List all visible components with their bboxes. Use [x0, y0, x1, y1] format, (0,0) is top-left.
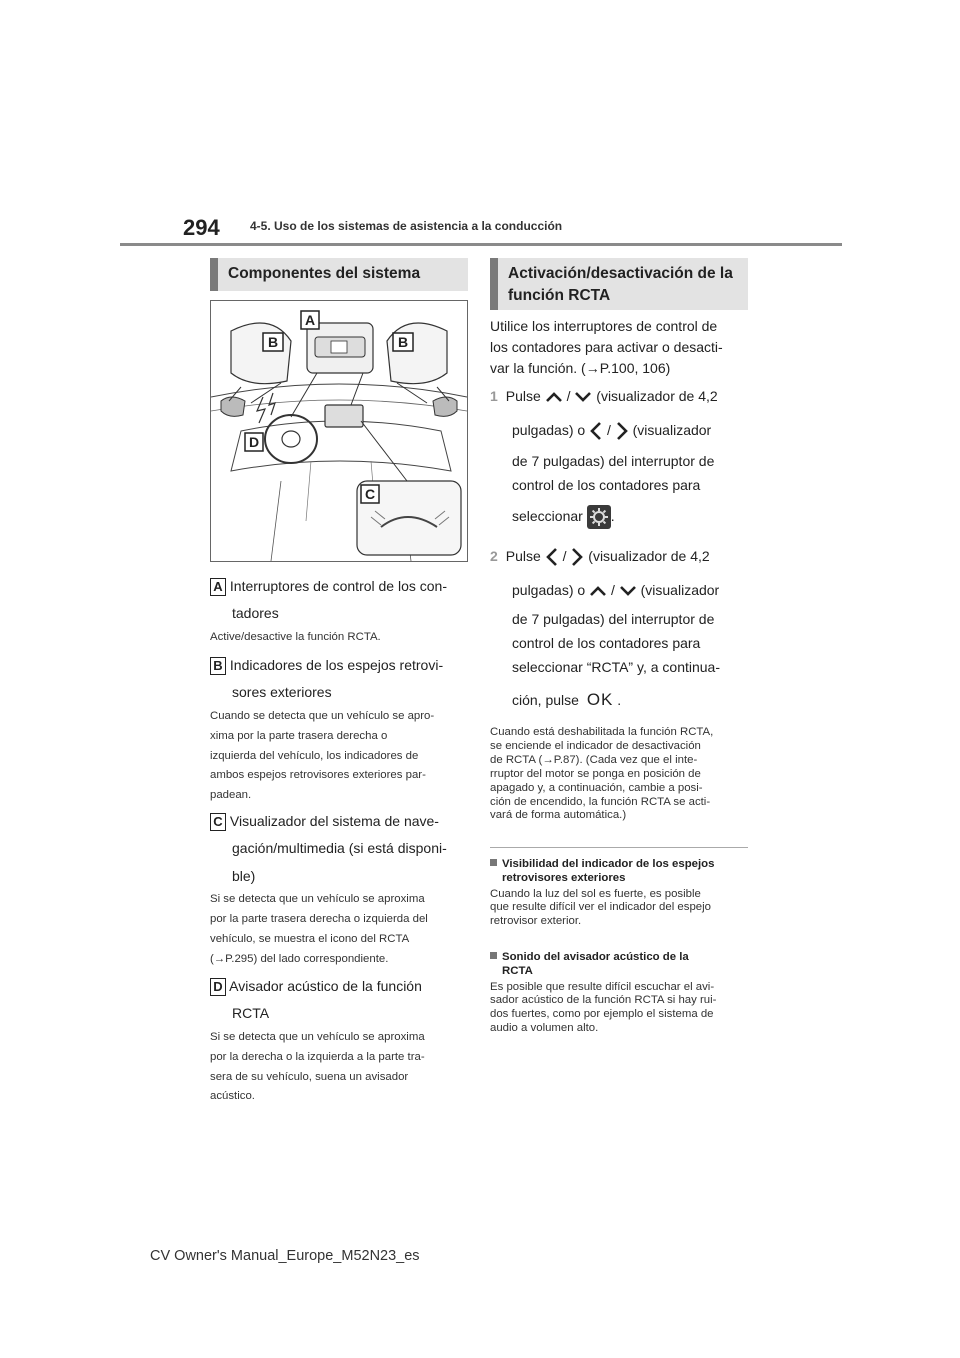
chevron-down-icon: [619, 585, 637, 597]
chevron-right-icon: [570, 547, 584, 567]
square-bullet-icon: [490, 952, 497, 959]
step-text: (visualizador: [632, 422, 712, 438]
dashboard-illustration: [211, 301, 467, 561]
component-item-d: [210, 973, 472, 1107]
svg-text:B: B: [397, 334, 409, 350]
note-title: Visibilidad del indicador de los espejos: [502, 858, 715, 870]
item-desc-line: acústico.: [210, 1090, 255, 1103]
item-title: Avisador acústico de la función: [229, 978, 422, 994]
figure-label-a: [301, 311, 319, 329]
item-badge: B: [210, 657, 226, 675]
chevron-down-icon: [574, 391, 592, 403]
item-title-cont: RCTA: [232, 1005, 270, 1022]
note-line: sador acústico de la función RCTA si hay rui-: [490, 994, 717, 1007]
item-badge: C: [210, 813, 226, 831]
chevron-up-icon: [545, 391, 563, 403]
item-title-cont: gación/multimedia (si está disponi-: [232, 840, 447, 857]
svg-text:D: D: [248, 434, 260, 450]
component-item-c: [210, 808, 472, 970]
step-text: pulgadas) o: [512, 422, 586, 438]
step-text: seleccionar “RCTA” y, a continua-: [512, 659, 720, 675]
step-text: de 7 pulgadas) del interruptor de: [512, 611, 715, 627]
item-desc-line: por la parte trasera derecha o izquierda del: [210, 912, 428, 925]
chapter-title: 4-5. Uso de los sistemas de asistencia a la conducción: [250, 219, 563, 233]
step-text: .: [610, 508, 615, 524]
note-line: rruptor del motor se ponga en posición de: [490, 767, 701, 780]
step-text: .: [617, 692, 622, 708]
item-title: Indicadores de los espejos retrovi-: [229, 657, 444, 673]
square-bullet-icon: [490, 859, 497, 866]
component-item-b: [210, 652, 472, 806]
item-desc-line: vehículo, se muestra el icono del RCTA: [210, 932, 410, 945]
step-text: pulgadas) o: [512, 582, 586, 598]
note-line: apagado y, a continuación, cambie a posi-: [490, 781, 703, 794]
note-line: ción de encendido, la función RCTA se acti-: [490, 795, 711, 808]
note-line: se enciende el indicador de desactivación: [490, 739, 701, 752]
step-text: ción, pulse: [512, 692, 579, 708]
chevron-left-icon: [589, 421, 603, 441]
step-text: /: [566, 388, 571, 404]
figure-label-c: [361, 485, 379, 503]
rcta-settings-icon: [587, 505, 611, 529]
note-title: retrovisores exteriores: [502, 872, 626, 885]
step-text: /: [610, 582, 615, 598]
notes-separator: [490, 847, 748, 848]
item-desc-line: xima por la parte trasera derecha o: [210, 729, 388, 742]
step-text: Pulse: [505, 548, 541, 564]
item-desc: Active/desactive la función RCTA.: [210, 630, 381, 643]
component-item-a: [210, 573, 472, 648]
note-line: vará de forma automática.): [490, 809, 627, 822]
step-text: /: [606, 422, 611, 438]
note-title: Sonido del avisador acústico de la: [502, 951, 689, 963]
footer-text: CV Owner's Manual_Europe_M52N23_es: [150, 1248, 420, 1264]
item-title: Visualizador del sistema de nave-: [229, 813, 439, 829]
step-text: /: [562, 548, 567, 564]
step-text: Pulse: [505, 388, 541, 404]
step-2: [490, 545, 752, 717]
section-heading-activation: [490, 258, 748, 310]
note-line: audio a volumen alto.: [490, 1022, 599, 1035]
section-heading-components: Componentes del sistema: [210, 258, 468, 291]
item-desc-line: Si se detecta que un vehículo se aproxima: [210, 892, 425, 905]
header-rule: [120, 243, 842, 246]
svg-text:C: C: [364, 486, 376, 502]
step-1: [490, 385, 752, 533]
note-line: retrovisor exterior.: [490, 915, 582, 928]
step-number: 2: [490, 548, 498, 564]
item-badge: A: [210, 578, 226, 596]
item-desc-line: Cuando se detecta que un vehículo se apro-: [210, 709, 435, 722]
svg-text:B: B: [267, 334, 279, 350]
intro-line: los contadores para activar o desacti-: [490, 339, 723, 355]
item-title: Interruptores de control de los con-: [229, 578, 448, 594]
chevron-up-icon: [589, 585, 607, 597]
figure-label-b-right: [393, 333, 413, 351]
item-title-cont: tadores: [232, 605, 279, 622]
note-buzzer-sound: [490, 950, 752, 1036]
item-title-cont: sores exteriores: [232, 684, 332, 701]
rcta-disabled-note: [490, 726, 752, 823]
figure-label-b-left: [263, 333, 283, 351]
item-badge: D: [210, 978, 226, 996]
item-desc-line: padean.: [210, 789, 252, 802]
step-text: (visualizador: [640, 582, 720, 598]
chevron-right-icon: [615, 421, 629, 441]
intro-line: var la función. (→P.100, 106): [490, 360, 671, 376]
ok-icon: OK: [586, 690, 614, 709]
note-line: Cuando está deshabilitada la función RCTA,: [490, 726, 714, 738]
item-title-cont: ble): [232, 867, 256, 884]
svg-text:A: A: [304, 312, 316, 328]
step-text: (visualizador de 4,2: [588, 548, 710, 564]
intro-paragraph: [490, 316, 752, 379]
step-text: de 7 pulgadas) del interruptor de: [512, 453, 715, 469]
item-desc-line: sera de su vehículo, suena un avisador: [210, 1070, 409, 1083]
note-line: dos fuertes, como por ejemplo el sistema de: [490, 1008, 714, 1021]
note-line: Cuando la luz del sol es fuerte, es posible: [490, 887, 701, 900]
step-text: seleccionar: [512, 508, 583, 524]
item-desc-line: por la derecha o la izquierda a la parte tra-: [210, 1050, 425, 1063]
item-desc-line: Si se detecta que un vehículo se aproxima: [210, 1030, 425, 1043]
page-number: 294: [183, 215, 220, 240]
note-mirror-indicator-visibility: [490, 857, 752, 929]
intro-line: Utilice los interruptores de control de: [490, 318, 718, 334]
figure-label-d: [245, 433, 263, 451]
section-heading-line: Activación/desactivación de la: [508, 265, 733, 282]
note-line: Es posible que resulte difícil escuchar el avi-: [490, 980, 715, 993]
item-desc-line: (→P.295) del lado correspondiente.: [210, 952, 389, 965]
system-components-figure: [210, 300, 468, 562]
step-number: 1: [490, 388, 498, 404]
note-line: que resulte difícil ver el indicador del espejo: [490, 901, 711, 914]
item-desc-line: izquierda del vehículo, los indicadores de: [210, 749, 419, 762]
step-text: (visualizador de 4,2: [596, 388, 718, 404]
section-heading-line: función RCTA: [508, 287, 611, 305]
item-desc-line: ambos espejos retrovisores exteriores par-: [210, 769, 426, 782]
note-line: de RCTA (→P.87). (Cada vez que el inte-: [490, 753, 698, 766]
chevron-left-icon: [545, 547, 559, 567]
note-title: RCTA: [502, 965, 533, 978]
step-text: control de los contadores para: [512, 477, 701, 493]
step-text: control de los contadores para: [512, 635, 701, 651]
